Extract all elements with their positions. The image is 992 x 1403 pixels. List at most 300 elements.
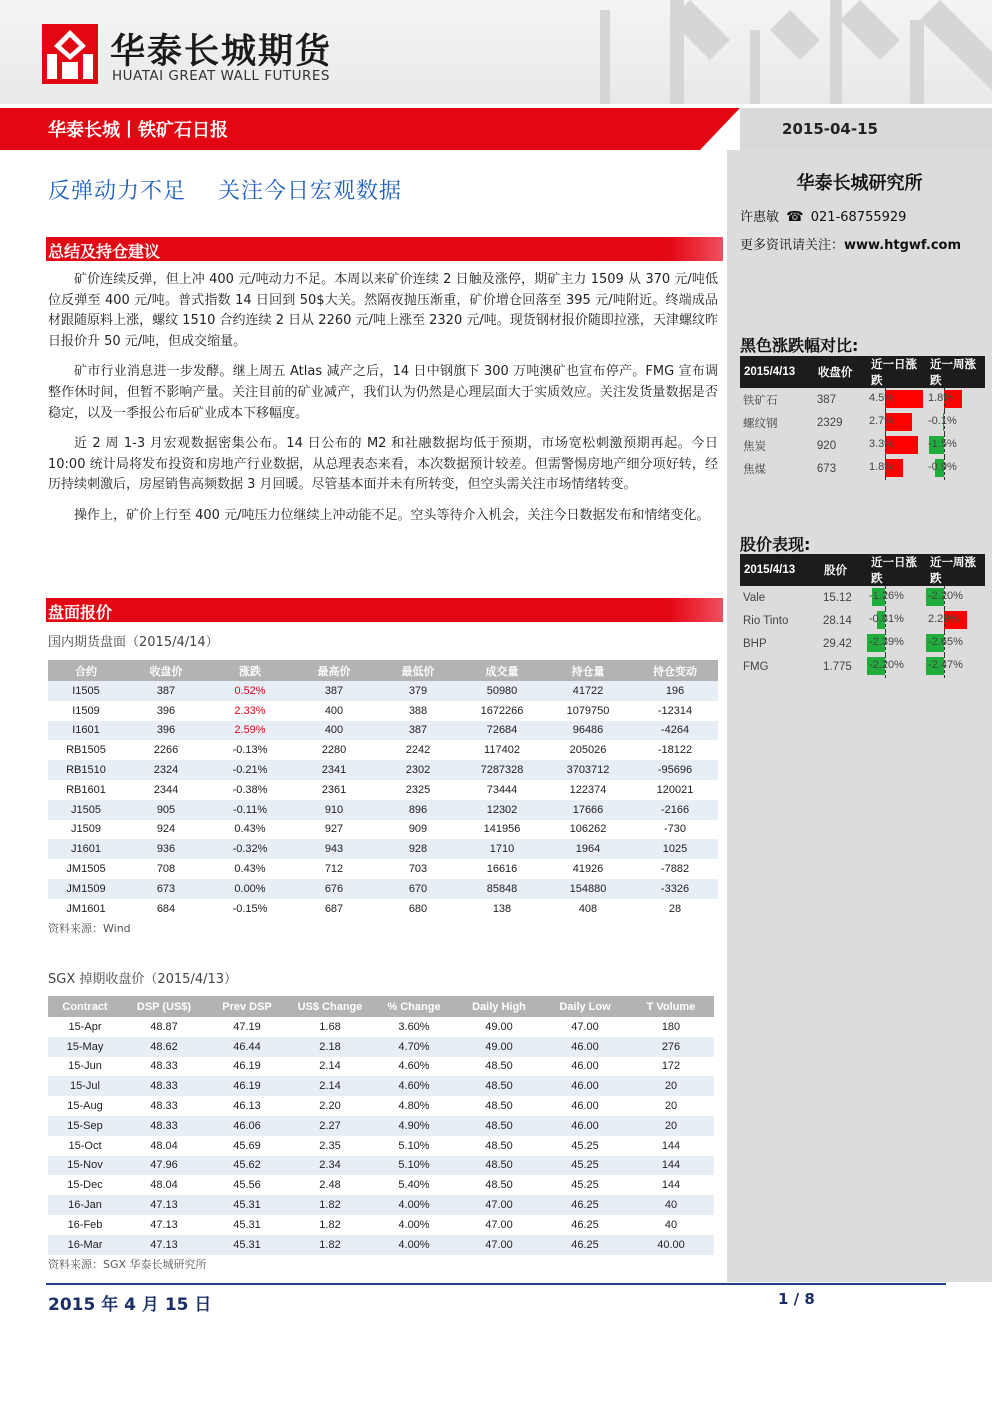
table-cell: 2.20 [319, 1100, 341, 1113]
change-bar-cell [867, 457, 926, 480]
stock-performance-table [740, 554, 985, 678]
change-bar-cell [926, 586, 985, 609]
stock-price: 1.775 [822, 660, 852, 673]
table-cell: 49.00 [485, 1020, 513, 1033]
table-cell: 46.44 [206, 1037, 288, 1057]
table-cell: 1964 [544, 839, 632, 859]
table-row [740, 632, 985, 655]
table-cell: 680 [408, 902, 428, 915]
table-cell: 936 [124, 839, 208, 859]
table-cell: 3703712 [544, 760, 632, 780]
table-cell: 2.48 [319, 1179, 341, 1192]
table-cell: 2302 [376, 760, 460, 780]
table-cell: 47.00 [571, 1020, 599, 1033]
change-cell [867, 655, 926, 678]
table-cell: -4264 [632, 721, 718, 741]
table-cell: 48.33 [122, 1076, 206, 1096]
change-cell [867, 457, 926, 480]
table-header-cell: Daily High [456, 996, 542, 1017]
table-header-cell: 近一日涨跌 [867, 554, 926, 586]
table-cell: -0.15% [232, 902, 268, 915]
table-cell: 45.31 [206, 1195, 288, 1215]
change-bar-cell [867, 655, 926, 678]
table-cell: -0.32% [208, 839, 292, 859]
table-cell: 15-Jul [48, 1076, 122, 1096]
section-bar-quotes [46, 598, 723, 622]
table-cell: -0.21% [208, 760, 292, 780]
table-header-cell: 成交量 [460, 660, 544, 681]
change-cell [926, 655, 985, 678]
change-cell [926, 457, 985, 480]
company-logo [42, 24, 98, 84]
table-cell: J1509 [71, 823, 101, 836]
table-cell: 205026 [569, 744, 607, 757]
table-cell: 15-Sep [48, 1116, 122, 1136]
stock-name: FMG [743, 660, 769, 673]
table-cell: 2280 [321, 744, 347, 757]
table-cell: -0.38% [232, 783, 268, 796]
table-cell: 15-Apr [68, 1020, 102, 1033]
table-cell: 47.00 [485, 1218, 513, 1231]
table-cell: 45.25 [542, 1156, 628, 1176]
stock-name: Rio Tinto [743, 614, 789, 627]
table-row [48, 780, 718, 800]
table-row [740, 655, 985, 678]
table-cell: 2.18 [288, 1037, 372, 1057]
sidebar [727, 150, 992, 1282]
change-bar-cell [926, 632, 985, 655]
stock-performance-heading: 股价表现: [740, 535, 811, 554]
black-comparison-heading: 黑色涨跌幅对比: [740, 336, 859, 355]
table-cell: 196 [632, 681, 718, 701]
change-cell [867, 609, 926, 632]
table-cell: 144 [661, 1179, 681, 1192]
table-cell: 20 [628, 1116, 714, 1136]
table-cell: 45.25 [571, 1139, 599, 1152]
change-bar-cell [867, 388, 926, 411]
table-cell: 670 [376, 879, 460, 899]
table-cell: 144 [661, 1139, 681, 1152]
table-row [48, 1136, 714, 1156]
table-header-cell: 合约 [48, 660, 124, 681]
table-cell: 45.56 [233, 1179, 261, 1192]
table-row [740, 388, 985, 411]
table-row [48, 1156, 714, 1176]
paragraph: 操作上，矿价上行至 400 元/吨压力位继续上冲动能不足。空头等待介入机会，关注今日数据发布和情绪变化。 [74, 507, 710, 523]
change-cell [867, 411, 926, 434]
table-header-cell: T Volume [628, 996, 714, 1017]
page-number: 1 / 8 [778, 1290, 815, 1308]
close-price: 673 [816, 462, 837, 475]
table-cell: 47.19 [233, 1020, 261, 1033]
table-cell: 16-Jan [48, 1195, 122, 1215]
table-cell: 15-May [48, 1037, 122, 1057]
paragraph: 矿价连续反弹，但上冲 400 元/吨动力不足。本周以来矿价连续 2 日触及涨停，期矿主力 1509 从 370 元/吨低位反弹至 400 元/吨。普式指数 14 日回到 50$大关。然隔夜抛压渐重，矿价增仓回落至 395 元/吨附近。终端成品材跟随原料上涨，螺纹 1510 合约连续 2 日从 2260 元/吨上涨至 2320 元/吨。现货钢材报价随即拉涨，天津螺纹昨日报价升 50 元/吨，但成交缩量。 [48, 272, 718, 349]
company-name-cn: 华泰长城期货 [110, 32, 333, 72]
table-cell: 17666 [544, 800, 632, 820]
table-cell: 387 [376, 721, 460, 741]
table-cell: 400 [292, 721, 376, 741]
table-cell: 41926 [572, 863, 604, 876]
table-cell: 387 [292, 681, 376, 701]
table-row [48, 879, 718, 899]
table-cell: 48.87 [150, 1020, 178, 1033]
table-row [48, 721, 718, 741]
table-cell: 49.00 [456, 1037, 542, 1057]
table-row [48, 740, 718, 760]
table-cell: RB1510 [48, 760, 124, 780]
table-cell: -7882 [660, 863, 690, 876]
table-cell: 2.35 [319, 1139, 341, 1152]
table-cell: 47.13 [150, 1218, 178, 1231]
table-cell: 896 [376, 800, 460, 820]
company-name-en: HUATAI GREAT WALL FUTURES [112, 68, 330, 84]
table-cell: 141956 [483, 823, 521, 836]
table-cell: 4.60% [398, 1060, 430, 1073]
domestic-futures-table [48, 660, 718, 919]
change-value: -0.1% [928, 415, 957, 427]
table-cell: JM1509 [48, 879, 124, 899]
table-cell: 47.13 [122, 1235, 206, 1255]
close-price: 387 [816, 393, 837, 406]
analyst-phone: 021-68755929 [810, 210, 907, 225]
table-row [740, 411, 985, 434]
change-value: -2.65% [928, 636, 963, 648]
table-cell: 48.04 [150, 1139, 178, 1152]
table-cell: JM1601 [66, 902, 106, 915]
table-cell: 4.70% [372, 1037, 456, 1057]
change-cell [926, 411, 985, 434]
section-title-quotes: 盘面报价 [48, 603, 113, 622]
table-cell: 4.90% [372, 1116, 456, 1136]
stock-price: 28.14 [822, 614, 852, 627]
table-cell: 7287328 [460, 760, 544, 780]
change-bar-cell [926, 434, 985, 457]
change-value: -2.20% [869, 659, 904, 671]
table-cell: 2344 [153, 783, 179, 796]
table-row [740, 586, 985, 609]
header-decoration [560, 0, 992, 104]
table-cell: -2166 [632, 800, 718, 820]
table-cell: 379 [376, 681, 460, 701]
website-label: 更多资讯请关注： [740, 238, 845, 253]
change-cell [867, 632, 926, 655]
table-cell: 117402 [484, 744, 520, 757]
report-headline: 反弹动力不足 关注今日宏观数据 [48, 179, 402, 204]
table-cell: 703 [408, 863, 428, 876]
table-row [48, 839, 718, 859]
stock-name: Vale [743, 591, 766, 604]
table-row [48, 899, 718, 919]
table-cell: 48.62 [122, 1037, 206, 1057]
table-cell: -0.11% [208, 800, 292, 820]
change-value: -2.47% [928, 659, 963, 671]
change-value: -2.39% [869, 636, 904, 648]
table-cell: 48.04 [150, 1179, 178, 1192]
table-header-cell: DSP (US$) [122, 996, 206, 1017]
table-cell: 48.50 [485, 1179, 513, 1192]
table-cell: 15-Jun [68, 1060, 102, 1073]
table-cell: 0.43% [234, 863, 266, 876]
table-header-cell: 近一周涨跌 [926, 356, 985, 388]
table-cell: 46.19 [233, 1060, 261, 1073]
table-cell: 47.13 [122, 1195, 206, 1215]
black-comparison-table [740, 356, 985, 480]
change-cell [867, 586, 926, 609]
table-cell: 85848 [460, 879, 544, 899]
table-cell: 4.60% [372, 1076, 456, 1096]
table-cell: 0.43% [234, 823, 266, 836]
change-value: -0.9% [928, 461, 957, 473]
table-cell: 676 [292, 879, 376, 899]
table-cell: 45.62 [206, 1156, 288, 1176]
change-cell [867, 434, 926, 457]
table-row [48, 1037, 714, 1057]
change-cell [926, 434, 985, 457]
table-cell: 909 [408, 823, 428, 836]
report-date: 2015-04-15 [782, 120, 878, 138]
table-cell: 48.33 [150, 1060, 178, 1073]
change-value: 3.3% [869, 438, 895, 450]
table-cell: 396 [156, 704, 176, 717]
table-cell: 2324 [124, 760, 208, 780]
table-cell: 5.40% [398, 1179, 430, 1192]
table-cell: 927 [324, 823, 344, 836]
change-bar-cell [867, 609, 926, 632]
table-cell: 708 [156, 863, 176, 876]
table-cell: 12302 [460, 800, 544, 820]
table-cell: 905 [124, 800, 208, 820]
table-cell: 180 [661, 1020, 681, 1033]
table-header-cell: US$ Change [288, 996, 372, 1017]
table-cell: 4.00% [372, 1235, 456, 1255]
table-header-cell: 持仓量 [544, 660, 632, 681]
analyst-name: 许惠敏 [740, 210, 780, 225]
table-cell: -3326 [632, 879, 718, 899]
table-cell: 40.00 [628, 1235, 714, 1255]
table-cell: 2.34 [288, 1156, 372, 1176]
table-cell: 4.00% [372, 1195, 456, 1215]
table-cell: 45.31 [233, 1218, 261, 1231]
table-cell: 408 [578, 902, 598, 915]
table-cell: 48.33 [150, 1100, 178, 1113]
table-cell: 46.00 [542, 1076, 628, 1096]
domestic-source: 资料来源：Wind [48, 922, 131, 935]
table-cell: 73444 [486, 783, 518, 796]
table-cell: 46.00 [571, 1060, 599, 1073]
page-header [0, 0, 992, 104]
phone-icon: ☎ [786, 209, 804, 225]
change-bar-cell [926, 388, 985, 411]
table-row [48, 859, 718, 879]
table-cell: 46.25 [542, 1195, 628, 1215]
table-cell: 673 [124, 879, 208, 899]
table-cell: 1025 [632, 839, 718, 859]
stock-price: 15.12 [822, 591, 852, 604]
table-cell: I1601 [48, 721, 124, 741]
table-cell: 46.00 [571, 1100, 599, 1113]
table-row [48, 1195, 714, 1215]
table-cell: 41722 [544, 681, 632, 701]
table-cell: 47.00 [456, 1235, 542, 1255]
table-cell: 46.25 [571, 1218, 599, 1231]
table-header-cell: 最低价 [376, 660, 460, 681]
table-cell: 20 [628, 1076, 714, 1096]
footer-date: 2015 年 4 月 15 日 [48, 1295, 212, 1315]
close-price: 920 [816, 439, 837, 452]
change-value: 1.8% [928, 392, 954, 404]
table-cell: 2.33% [234, 704, 266, 717]
table-cell: 3.60% [398, 1020, 430, 1033]
sgx-table-caption: SGX 掉期收盘价（2015/4/13） [48, 972, 238, 987]
table-row [48, 1235, 714, 1255]
table-cell: 48.33 [122, 1116, 206, 1136]
table-cell: 48.50 [485, 1060, 513, 1073]
summary-text [48, 270, 718, 537]
table-cell: 1672266 [480, 704, 524, 717]
change-value: -1.26% [869, 590, 904, 602]
table-cell: 172 [661, 1060, 681, 1073]
table-row [48, 800, 718, 820]
table-cell: 0.52% [208, 681, 292, 701]
website-line [740, 234, 961, 253]
sgx-source: 资料来源：SGX 华泰长城研究所 [48, 1258, 207, 1271]
change-cell [926, 609, 985, 632]
table-cell: 1.82 [288, 1235, 372, 1255]
table-cell: -95696 [632, 760, 718, 780]
table-header-cell: % Change [372, 996, 456, 1017]
table-row [740, 609, 985, 632]
table-cell: 45.25 [571, 1179, 599, 1192]
change-value: 2.29% [928, 613, 960, 625]
sgx-swap-table [48, 996, 714, 1255]
change-value: 4.5% [869, 392, 895, 404]
table-cell: 120021 [656, 783, 694, 796]
table-cell: 47.96 [122, 1156, 206, 1176]
change-bar-cell [867, 632, 926, 655]
table-header-cell: Contract [48, 996, 122, 1017]
table-cell: 2266 [153, 744, 179, 757]
table-cell: 46.19 [206, 1076, 288, 1096]
table-cell: 1079750 [566, 704, 610, 717]
table-cell: 910 [292, 800, 376, 820]
table-row [740, 457, 985, 480]
table-cell: J1601 [48, 839, 124, 859]
table-cell: I1509 [72, 704, 100, 717]
table-header-cell: Prev DSP [206, 996, 288, 1017]
table-cell: 2.14 [319, 1060, 341, 1073]
table-cell: 46.06 [206, 1116, 288, 1136]
change-value: 2.7% [869, 415, 895, 427]
table-row [48, 701, 718, 721]
table-cell: 20 [664, 1100, 678, 1113]
institute-name: 华泰长城研究所 [796, 173, 923, 194]
domestic-table-caption: 国内期货盘面（2015/4/14） [48, 635, 219, 650]
table-cell: 388 [408, 704, 428, 717]
table-cell: 15-Aug [67, 1100, 103, 1113]
table-cell: 72684 [460, 721, 544, 741]
commodity-name: 铁矿石 [743, 394, 778, 407]
table-cell: -0.13% [232, 744, 268, 757]
table-cell: 40 [664, 1218, 678, 1231]
table-row [740, 434, 985, 457]
table-cell: 276 [628, 1037, 714, 1057]
stock-name: BHP [743, 637, 767, 650]
table-cell: 687 [324, 902, 344, 915]
table-cell: 46.00 [542, 1037, 628, 1057]
table-header-cell: 涨跌 [208, 660, 292, 681]
table-cell: JM1505 [66, 863, 106, 876]
change-bar-cell [867, 586, 926, 609]
stock-price: 29.42 [822, 637, 852, 650]
change-cell [926, 388, 985, 411]
table-header-cell: Daily Low [542, 996, 628, 1017]
table-row [48, 1175, 714, 1195]
table-cell: 47.00 [456, 1195, 542, 1215]
close-price: 2329 [816, 416, 843, 429]
table-cell: 928 [376, 839, 460, 859]
table-header-cell: 股价 [820, 554, 867, 586]
table-cell: 106262 [569, 823, 607, 836]
table-row [48, 1096, 714, 1116]
table-cell: 50980 [460, 681, 544, 701]
table-header-cell: 2015/4/13 [740, 554, 820, 586]
table-cell: 154880 [544, 879, 632, 899]
table-cell: 16616 [486, 863, 518, 876]
table-cell: 2325 [405, 783, 431, 796]
table-cell: 144 [628, 1156, 714, 1176]
table-header-cell: 持仓变动 [632, 660, 718, 681]
table-cell: 122374 [569, 783, 607, 796]
table-cell: I1505 [48, 681, 124, 701]
table-cell: 28 [668, 902, 682, 915]
change-value: -1.5% [928, 438, 957, 450]
change-cell [867, 388, 926, 411]
table-cell: 387 [124, 681, 208, 701]
table-cell: 2.14 [288, 1076, 372, 1096]
table-cell: 1.68 [319, 1020, 341, 1033]
table-cell: 2361 [321, 783, 347, 796]
table-cell: 45.69 [233, 1139, 261, 1152]
table-cell: 712 [324, 863, 344, 876]
table-cell: 2341 [292, 760, 376, 780]
table-cell: RB1505 [66, 744, 106, 757]
table-header-cell: 近一日涨跌 [867, 356, 926, 388]
table-cell: 48.50 [456, 1076, 542, 1096]
table-row [48, 1076, 714, 1096]
table-cell: 48.50 [485, 1100, 513, 1113]
change-bar-cell [926, 655, 985, 678]
table-cell: 46.00 [542, 1116, 628, 1136]
analyst-contact [740, 206, 906, 225]
paragraph: 近 2 周 1-3 月宏观数据密集公布。14 日公布的 M2 和社融数据均低于预期，市场宽松刺激预期再起。今日 10:00 统计局将发布投资和房地产行业数据，从总理表态来看，本次数据预计较差。但需警惕房地产细分项好转，经历持续刺激后，房屋销售高频数据 3 月回暖。尽管基本面并未有所转变，但空头需关注市场情绪转变。 [48, 436, 718, 493]
table-cell: 924 [156, 823, 176, 836]
change-cell [926, 586, 985, 609]
table-header-cell: 2015/4/13 [740, 356, 814, 388]
table-header-cell: 最高价 [292, 660, 376, 681]
table-cell: 1710 [460, 839, 544, 859]
table-row [48, 1116, 714, 1136]
table-cell: 48.50 [485, 1139, 513, 1152]
table-cell: 1.82 [288, 1195, 372, 1215]
table-cell: 15-Nov [48, 1156, 122, 1176]
commodity-name: 焦炭 [743, 440, 766, 453]
website-link[interactable]: www.htgwf.com [844, 238, 962, 253]
commodity-name: 焦煤 [743, 463, 766, 476]
table-cell: 2242 [405, 744, 431, 757]
change-bar-cell [926, 411, 985, 434]
change-cell [926, 632, 985, 655]
